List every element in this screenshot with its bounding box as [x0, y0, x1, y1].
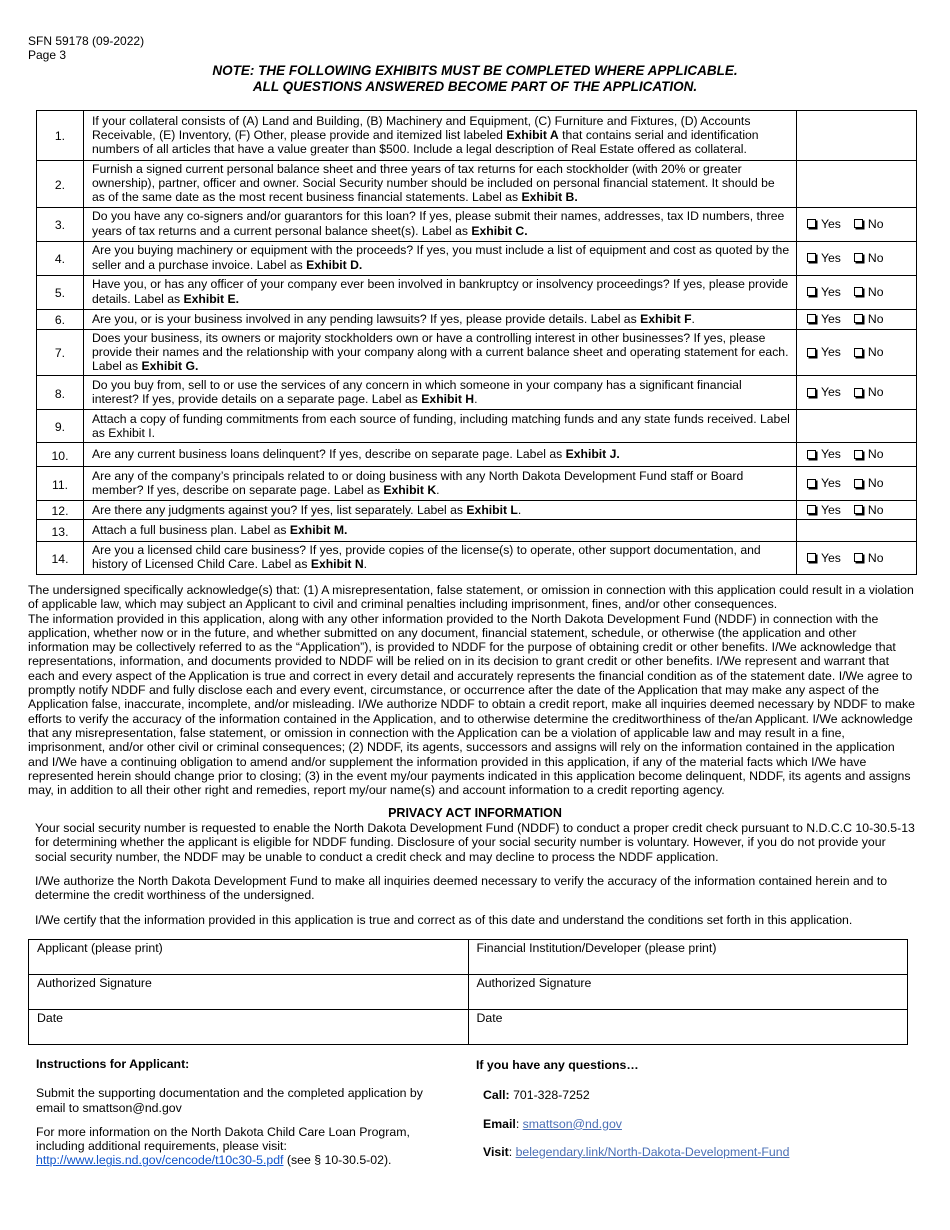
exhibit-number: 12. — [37, 501, 84, 520]
exhibit-row — [37, 309, 917, 329]
exhibit-label: Exhibit C. — [471, 223, 528, 238]
exhibit-text — [84, 207, 797, 241]
checkbox-icon[interactable] — [807, 287, 816, 296]
exhibit-text — [84, 501, 797, 520]
exhibit-label: Exhibit M. — [289, 523, 348, 538]
privacy-p3: I/We certify that the information provided in this application is true and correct as of this date and understand the conditions set forth in this application. — [35, 913, 853, 927]
yes-no-cell — [797, 275, 917, 309]
exhibit-label: Exhibit K — [383, 483, 437, 498]
yes-label: Yes — [821, 284, 841, 299]
institution-signature-field[interactable] — [468, 975, 908, 1010]
exhibit-row — [37, 376, 917, 410]
yes-label: Yes — [821, 476, 841, 491]
exhibit-number: 9. — [37, 410, 84, 443]
email-label: Email — [483, 1116, 516, 1131]
checkbox-icon[interactable] — [807, 314, 816, 323]
exhibit-label: Exhibit F — [640, 311, 692, 326]
call-value: 701-328-7252 — [509, 1088, 590, 1103]
checkbox-icon[interactable] — [854, 505, 863, 514]
no-checkbox[interactable] — [854, 385, 884, 399]
exhibit-text-post: . — [363, 557, 368, 572]
exhibit-number: 3. — [37, 207, 84, 241]
privacy-p1: Your social security number is requested to enable the North Dakota Development Fund (NDDF) to conduct a proper credit check pursuant to N.D.C.C 10-30.5-13 for determining whether the applicant is eligible for NDDF funding. Disclosure of your social security number is voluntary. However, if you do not provide your social security number, the NDDF may be unable to conduct a credit check and may decline to process the NDDF application. — [35, 821, 915, 864]
no-label: No — [867, 550, 884, 565]
exhibit-row — [37, 443, 917, 467]
instructions-p2: For more information on the North Dakota Child Care Loan Program, including additional requirements, please visit: — [36, 1124, 410, 1154]
note-line-1: NOTE: THE FOLLOWING EXHIBITS MUST BE COMPLETED WHERE APPLICABLE. — [212, 63, 738, 78]
note-line-2: ALL QUESTIONS ANSWERED BECOME PART OF THE APPLICATION. — [252, 79, 698, 94]
checkbox-icon[interactable] — [807, 219, 816, 228]
no-label: No — [867, 216, 884, 231]
exhibit-row — [37, 161, 917, 208]
call-label: Call: — [483, 1088, 510, 1103]
checkbox-icon[interactable] — [854, 287, 863, 296]
email-line: Email: smattson@nd.gov — [483, 1116, 622, 1131]
privacy-p2: I/We authorize the North Dakota Development Fund to make all inquiries deemed necessary to verify the accuracy of the information contained herein and to determine the credit worthiness of the undersigned. — [35, 874, 888, 903]
yes-checkbox[interactable] — [807, 447, 841, 461]
checkbox-icon[interactable] — [854, 348, 863, 357]
exhibit-text-post: . — [474, 392, 478, 407]
exhibit-text — [84, 161, 797, 208]
no-checkbox[interactable] — [854, 476, 884, 490]
no-checkbox[interactable] — [854, 345, 884, 359]
no-checkbox[interactable] — [854, 285, 884, 299]
instructions-title: Instructions for Applicant: — [36, 1057, 190, 1071]
yes-checkbox[interactable] — [807, 312, 841, 326]
checkbox-icon[interactable] — [854, 450, 863, 459]
exhibit-row — [37, 467, 917, 501]
yes-checkbox[interactable] — [807, 285, 841, 299]
yes-label: Yes — [821, 216, 841, 231]
exhibit-number: 14. — [37, 542, 84, 574]
checkbox-icon[interactable] — [854, 553, 863, 562]
no-label: No — [867, 311, 884, 326]
no-checkbox[interactable] — [854, 447, 884, 461]
exhibit-text-pre: If your collateral consists of (A) Land and Building, (B) Machinery and Equipment, (C) Furniture and Fixtures, (D) Accounts Receivable, (E) Inventory, (F) Other, please provide and itemized list labeled — [92, 113, 751, 142]
checkbox-icon[interactable] — [854, 253, 863, 262]
exhibit-row — [37, 520, 917, 542]
institution-signature-label: Authorized Signature — [476, 976, 592, 990]
exhibit-row — [37, 111, 917, 161]
exhibit-label: Exhibit N — [310, 557, 364, 572]
checkbox-icon[interactable] — [807, 348, 816, 357]
exhibit-text-pre: Are you buying machinery or equipment with the proceeds? If yes, you must include a list of equipment and cost as quoted by the seller and a purchase invoice. Label as — [92, 243, 790, 272]
exhibit-text-pre: Attach a full business plan. Label as — [92, 523, 290, 538]
institution-name-field[interactable] — [468, 940, 908, 975]
yes-checkbox[interactable] — [807, 217, 841, 231]
visit-line: Visit: belegendary.link/North-Dakota-Development-Fund — [483, 1144, 790, 1159]
exhibit-number: 5. — [37, 275, 84, 309]
exhibit-label: Exhibit A — [506, 127, 559, 142]
yes-label: Yes — [821, 550, 841, 565]
checkbox-icon[interactable] — [807, 253, 816, 262]
legis-link-suffix: (see § 10-30.5-02). — [283, 1153, 392, 1168]
exhibit-text-pre: Are any current business loans delinquent? If yes, describe on separate page. Label as — [92, 447, 566, 462]
yes-no-cell — [797, 410, 917, 443]
exhibit-label: Exhibit L — [466, 502, 518, 517]
exhibit-text-pre: Have you, or has any officer of your company ever been involved in bankruptcy or insolvency proceedings? If yes, please provide details. Label as — [92, 277, 789, 306]
no-checkbox[interactable] — [854, 551, 884, 565]
exhibit-text-pre: Does your business, its owners or majority stockholders own or have a controlling interest in other businesses? If yes, please provide their names and the relationship with your company along with a current balance sheet and operating statement for each. Label as — [92, 330, 789, 374]
applicant-signature-label: Authorized Signature — [37, 976, 152, 990]
exhibit-text-pre: Are there any judgments against you? If yes, list separately. Label as — [92, 502, 467, 517]
yes-checkbox[interactable] — [807, 251, 841, 265]
checkbox-icon[interactable] — [807, 553, 816, 562]
no-label: No — [867, 447, 884, 462]
checkbox-icon[interactable] — [807, 479, 816, 488]
applicant-signature-field[interactable] — [29, 975, 469, 1010]
questions-section — [476, 1058, 896, 1159]
no-checkbox[interactable] — [854, 312, 884, 326]
yes-no-cell — [797, 329, 917, 376]
exhibit-text — [84, 410, 797, 443]
yes-label: Yes — [821, 345, 841, 360]
yes-no-cell — [797, 111, 917, 161]
checkbox-icon[interactable] — [807, 388, 816, 397]
exhibit-number: 6. — [37, 309, 84, 329]
exhibit-row — [37, 542, 917, 574]
yes-no-cell — [797, 542, 917, 574]
exhibit-number: 10. — [37, 443, 84, 467]
no-checkbox[interactable] — [854, 503, 884, 517]
exhibit-row — [37, 501, 917, 520]
exhibit-text-pre: Are any of the company’s principals related to or doing business with any North Dakota Development Fund staff or Board member? If yes, describe on separate page. Label as — [92, 469, 744, 498]
yes-checkbox[interactable] — [807, 476, 841, 490]
yes-no-cell — [797, 161, 917, 208]
yes-no-cell — [797, 443, 917, 467]
questions-title: If you have any questions… — [476, 1058, 639, 1072]
legis-link[interactable]: http://www.legis.nd.gov/cencode/t10c30-5.pdf — [36, 1153, 284, 1168]
checkbox-icon[interactable] — [854, 479, 863, 488]
yes-no-cell — [797, 501, 917, 520]
exhibit-number: 2. — [37, 161, 84, 208]
exhibit-text — [84, 443, 797, 467]
yes-no-cell — [797, 467, 917, 501]
exhibit-text — [84, 520, 797, 542]
exhibit-text — [84, 309, 797, 329]
exhibit-text-pre: Are you, or is your business involved in any pending lawsuits? If yes, please provide details. Label as — [92, 311, 641, 326]
checkbox-icon[interactable] — [807, 450, 816, 459]
exhibit-number: 11. — [37, 467, 84, 501]
exhibit-row — [37, 410, 917, 443]
call-line — [476, 1088, 896, 1102]
exhibits-table — [36, 110, 917, 575]
checkbox-icon[interactable] — [854, 388, 863, 397]
exhibit-number: 13. — [37, 520, 84, 542]
checkbox-icon[interactable] — [807, 505, 816, 514]
exhibit-row — [37, 241, 917, 275]
no-checkbox[interactable] — [854, 217, 884, 231]
exhibit-label: Exhibit G. — [141, 359, 199, 374]
yes-checkbox[interactable] — [807, 345, 841, 359]
exhibit-text — [84, 111, 797, 161]
exhibit-text — [84, 376, 797, 410]
yes-checkbox[interactable] — [807, 551, 841, 565]
exhibit-text-pre: Do you have any co-signers and/or guarantors for this loan? If yes, please submit their names, addresses, tax ID numbers, three years of tax returns and a current personal balance sheet(s). Label as — [92, 209, 785, 238]
checkbox-icon[interactable] — [854, 314, 863, 323]
exhibit-text-post: . — [436, 483, 440, 498]
checkbox-icon[interactable] — [854, 219, 863, 228]
exhibit-text-pre: Are you a licensed child care business? If yes, provide copies of the license(s) to operate, other support documentation, and history of Licensed Child Care. Label as — [92, 543, 761, 572]
yes-checkbox[interactable] — [807, 503, 841, 517]
exhibit-text-post: that contains serial and identification numbers of all articles that have a value greater than $500. Include a legal description of Real Estate offered as collateral. — [92, 127, 759, 157]
institution-label: Financial Institution/Developer (please print) — [476, 941, 717, 955]
yes-label: Yes — [821, 311, 841, 326]
yes-checkbox[interactable] — [807, 385, 841, 399]
no-label: No — [867, 476, 884, 491]
no-label: No — [867, 250, 884, 265]
form-header — [28, 34, 144, 62]
acknowledgment-p1: The undersigned specifically acknowledge(s) that: (1) A misrepresentation, false statement, or omission in connection with this application could result in a violation of applicable law, which may subject an Applicant to civil and criminal penalties including imprisonment, fines, and/or other consequences. — [28, 583, 914, 612]
exhibit-text — [84, 329, 797, 376]
exhibit-text — [84, 542, 797, 574]
applicant-name-field[interactable] — [29, 940, 469, 975]
yes-no-cell — [797, 309, 917, 329]
email-link[interactable]: smattson@nd.gov — [522, 1116, 622, 1131]
yes-no-cell — [797, 207, 917, 241]
acknowledgment-p2: The information provided in this application, along with any other information provided to the North Dakota Development Fund (NDDF) in connection with the application, whether now or in the future, and whether submitted on any document, financial statement, schedule, or otherwise (the application and other information may be collectively referred to as the “Application”), is provided to NDDF for the purpose of obtaining credit or other benefits. I/We acknowledge that representations, information, and documents provided to NDDF will be relied on in its decision to grant credit or other benefits. I/We represent and warrant that each and every aspect of the Application is true and correct in every detail and accurately represents the financial condition as of the statement date. I/We agree to promptly notify NDDF and fully disclose each and every event, circumstance, or occurrence after the date of the Application that may make any aspect of the Application false, inaccurate, incomplete, and/or misleading. I/We authorize NDDF to obtain a credit report, make all inquiries deemed necessary by NDDF to make efforts to verify the accuracy of the information contained in the Application, and to otherwise determine the creditworthiness of the/an Applicant. I/We acknowledge that any misrepresentation, false statement, or omission in connection with the Application can be a violation of applicable law and may result in a fine, imprisonment, and/or other civil or criminal consequences; (2) NDDF, its agents, successors and assigns will rely on the information contained in the application and I/We have a continuing obligation to amend and/or supplement the information provided in this application, if any of the material facts which I/We have represented herein should change prior to closing; (3) in the event my/our payments indicated in this application become delinquent, NDDF, its agents and assigns may, in addition to all their other right and remedies, report my/our name(s) and account information to a credit reporting agency. — [28, 611, 915, 798]
instructions-link-line — [36, 1153, 436, 1167]
exhibit-text — [84, 467, 797, 501]
yes-no-cell — [797, 520, 917, 542]
page-number: Page 3 — [28, 48, 67, 62]
exhibit-text-pre: Furnish a signed current personal balance sheet and three years of tax returns for each stockholder (with 20% or greater ownership), partner, officer and owner. Social Security number should be included on personal financial statement. It should be as of the same date as the most recent business financial statements. Label as — [92, 162, 775, 205]
exhibit-text — [84, 275, 797, 309]
exhibit-label: Exhibit J. — [565, 447, 620, 462]
exhibit-number: 8. — [37, 376, 84, 410]
exhibit-number: 4. — [37, 241, 84, 275]
exhibit-text — [84, 241, 797, 275]
no-checkbox[interactable] — [854, 251, 884, 265]
applicant-label: Applicant (please print) — [37, 941, 163, 955]
yes-no-cell — [797, 376, 917, 410]
yes-no-cell — [797, 241, 917, 275]
exhibit-label: Exhibit E. — [183, 291, 239, 306]
yes-label: Yes — [821, 250, 841, 265]
yes-label: Yes — [821, 385, 841, 400]
no-label: No — [867, 345, 884, 360]
visit-label: Visit — [483, 1144, 509, 1159]
exhibit-label: Exhibit D. — [306, 257, 363, 272]
no-label: No — [867, 502, 884, 517]
yes-label: Yes — [821, 502, 841, 517]
exhibit-label: Exhibit H — [421, 392, 475, 407]
signature-table — [28, 939, 908, 1045]
exhibit-number: 7. — [37, 329, 84, 376]
institution-date-field[interactable] — [468, 1010, 908, 1045]
exhibit-row — [37, 275, 917, 309]
exhibit-text-post: . — [691, 311, 695, 326]
instructions-p1: Submit the supporting documentation and the completed application by email to smattson@nd.gov — [36, 1086, 423, 1115]
institution-date-label: Date — [476, 1011, 503, 1025]
visit-link[interactable]: belegendary.link/North-Dakota-Development-Fund — [515, 1144, 790, 1159]
exhibit-text-pre: Attach a copy of funding commitments from each source of funding, including matching funds and any state funds received. Label as Exhibit I. — [92, 411, 790, 440]
no-label: No — [867, 385, 884, 400]
exhibits-note — [0, 63, 950, 95]
form-id: SFN 59178 (09-2022) — [28, 34, 145, 48]
applicant-date-field[interactable] — [29, 1010, 469, 1045]
exhibit-label: Exhibit B. — [521, 190, 578, 205]
exhibit-row — [37, 329, 917, 376]
applicant-date-label: Date — [37, 1011, 63, 1025]
acknowledgment-text — [28, 583, 918, 797]
instructions-section — [36, 1057, 436, 1168]
exhibit-text-post: . — [517, 502, 522, 517]
exhibit-number: 1. — [37, 111, 84, 161]
no-label: No — [867, 284, 884, 299]
privacy-title: PRIVACY ACT INFORMATION — [388, 806, 562, 820]
exhibit-text-pre: Do you buy from, sell to or use the services of any concern in which someone in your company has a significant financial interest? If yes, provide details on a separate page. Label as — [92, 378, 742, 407]
yes-label: Yes — [821, 447, 841, 462]
exhibit-row — [37, 207, 917, 241]
